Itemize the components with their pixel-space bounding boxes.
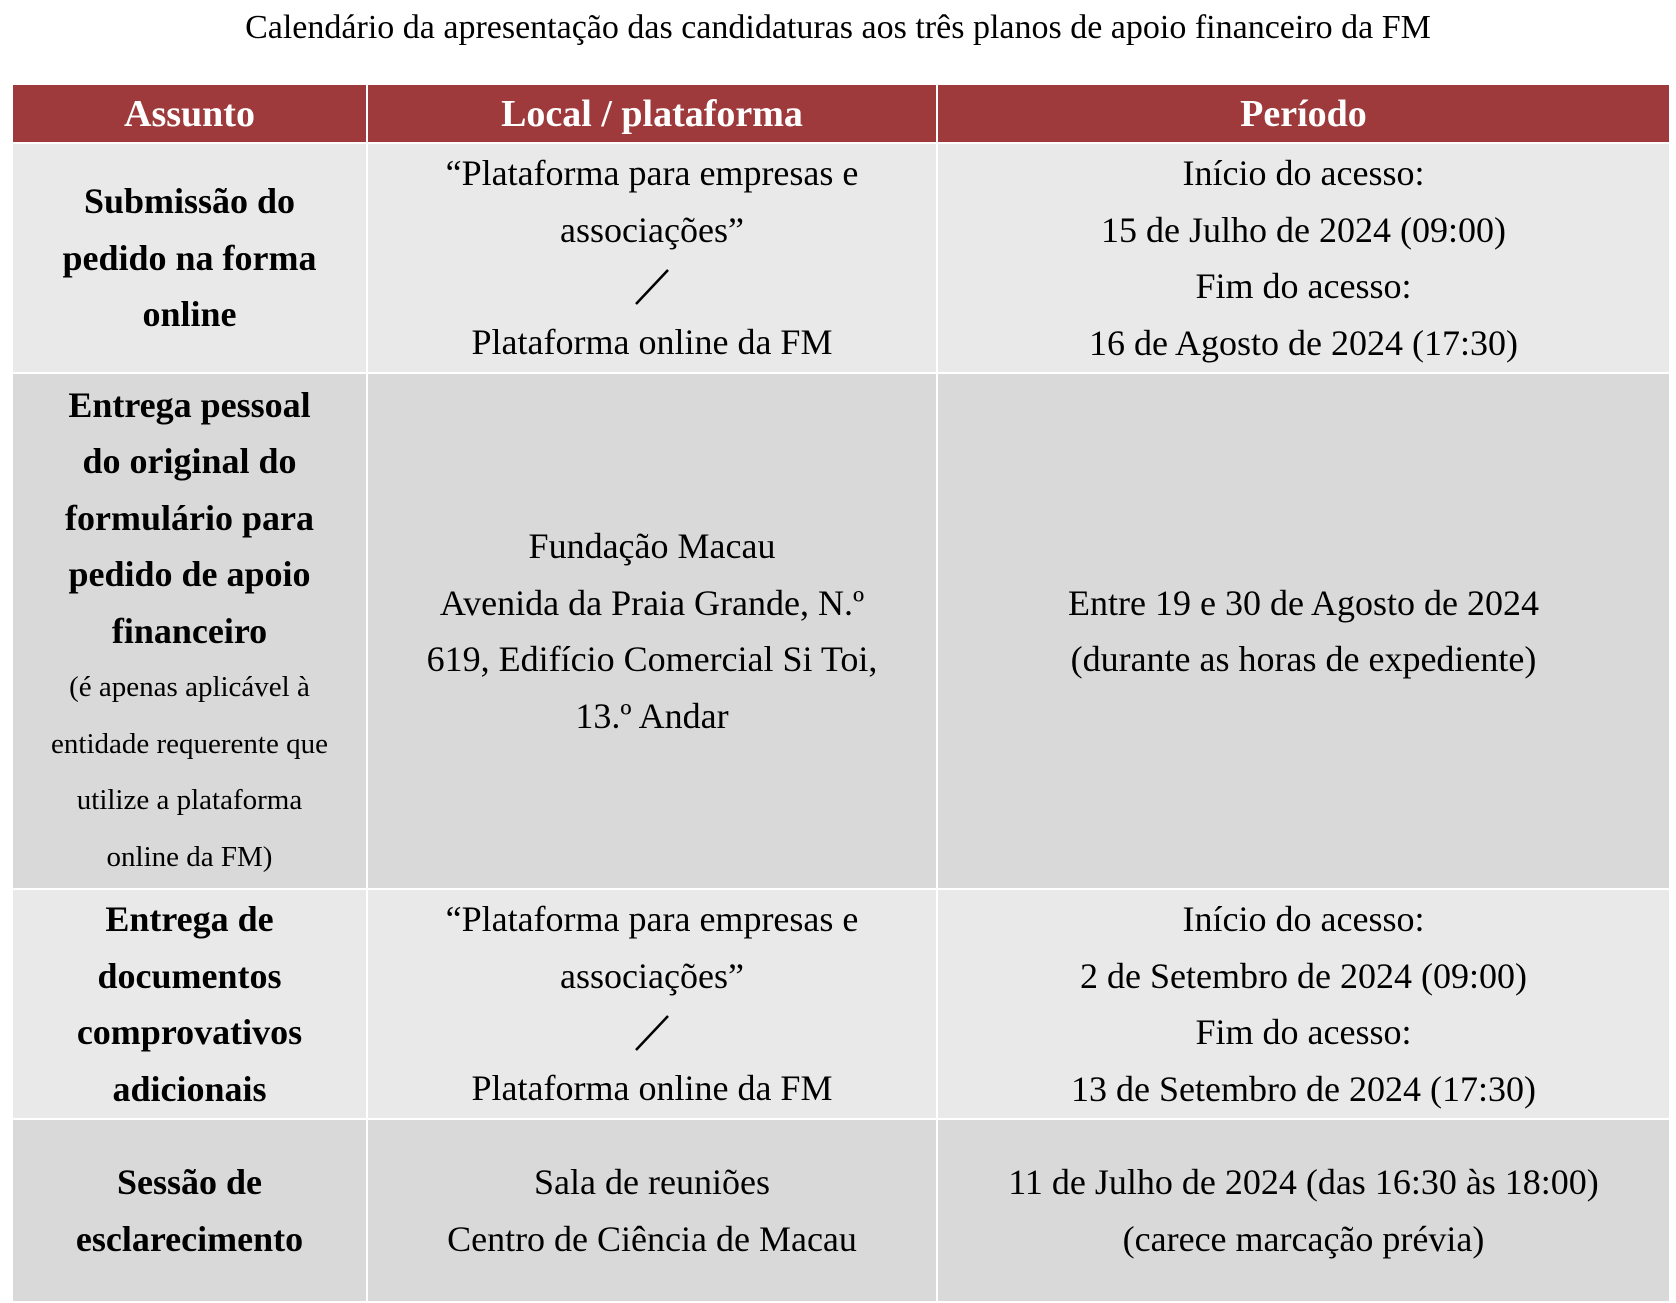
location-line: 619, Edifício Comercial Si Toi, <box>426 639 878 679</box>
header-location: Local / plataforma <box>367 85 937 143</box>
location-line: associações” <box>560 209 744 250</box>
subject-cell <box>12 143 367 373</box>
location-cell <box>367 1119 937 1302</box>
subject-note-line: entidade requerente que <box>51 727 328 760</box>
location-line: Fundação Macau <box>528 526 776 566</box>
period-line: 2 de Setembro de 2024 (09:00) <box>1080 955 1527 996</box>
subject-line: pedido de apoio <box>68 554 311 595</box>
subject-line: Entrega pessoal <box>68 384 311 425</box>
subject-note-line: online da FM) <box>106 840 273 873</box>
table-row <box>12 1119 1670 1302</box>
period-line: 16 de Agosto de 2024 (17:30) <box>1089 322 1518 363</box>
table-row <box>12 373 1670 889</box>
subject-cell <box>12 373 367 889</box>
table-row <box>12 889 1670 1119</box>
subject-note-line: utilize a plataforma <box>76 784 303 817</box>
location-line: Centro de Ciência de Macau <box>447 1218 857 1259</box>
period-line: Entre 19 e 30 de Agosto de 2024 <box>1068 582 1539 623</box>
subject-line: Entrega de <box>105 899 274 939</box>
location-cell <box>367 143 937 373</box>
location-line: 13.º Andar <box>575 695 729 736</box>
table-row <box>12 143 1670 373</box>
period-cell <box>937 373 1670 889</box>
location-line: associações” <box>560 955 744 996</box>
slash-icon <box>372 1004 932 1060</box>
subject-line: pedido na forma <box>62 237 317 278</box>
subject-cell <box>12 1119 367 1302</box>
location-line: “Plataforma para empresas e <box>445 153 859 194</box>
period-line: 11 de Julho de 2024 (das 16:30 às 18:00) <box>1008 1162 1599 1202</box>
header-period: Período <box>937 85 1670 143</box>
subject-line: Sessão de <box>116 1162 263 1202</box>
period-cell <box>937 1119 1670 1302</box>
period-line: (durante as horas de expediente) <box>1070 639 1537 679</box>
period-line: 13 de Setembro de 2024 (17:30) <box>1071 1068 1536 1109</box>
schedule-table <box>11 85 1671 1303</box>
subject-line: adicionais <box>112 1068 267 1109</box>
subject-note-line: (é apenas aplicável à <box>69 671 310 704</box>
location-line: Sala de reuniões <box>534 1162 770 1202</box>
period-cell <box>937 143 1670 373</box>
subject-line: Submissão do <box>83 181 296 222</box>
subject-line: comprovativos <box>76 1012 303 1052</box>
subject-line: online <box>142 294 237 335</box>
location-cell <box>367 373 937 889</box>
period-line: (carece marcação prévia) <box>1122 1218 1485 1259</box>
period-line: Início do acesso: <box>1182 153 1425 193</box>
header-subject: Assunto <box>12 85 367 143</box>
slash-icon <box>372 258 932 314</box>
period-line: Início do acesso: <box>1182 899 1425 939</box>
location-line: Plataforma online da FM <box>471 1068 833 1109</box>
subject-line: do original do <box>82 441 297 482</box>
table-header-row <box>12 85 1670 143</box>
subject-cell <box>12 889 367 1119</box>
location-line: Avenida da Praia Grande, N.º <box>439 582 865 623</box>
subject-line: formulário para <box>65 497 314 538</box>
period-line: Fim do acesso: <box>1195 1012 1412 1052</box>
subject-line: esclarecimento <box>75 1218 304 1259</box>
period-line: 15 de Julho de 2024 (09:00) <box>1101 209 1506 250</box>
subject-line: financeiro <box>111 610 268 651</box>
location-cell <box>367 889 937 1119</box>
location-line: “Plataforma para empresas e <box>445 899 859 940</box>
period-line: Fim do acesso: <box>1195 266 1412 306</box>
location-line: Plataforma online da FM <box>471 322 833 363</box>
subject-line: documentos <box>97 955 282 996</box>
page-title: Calendário da apresentação das candidaturas aos três planos de apoio financeiro da FM <box>245 9 1431 46</box>
period-cell <box>937 889 1670 1119</box>
